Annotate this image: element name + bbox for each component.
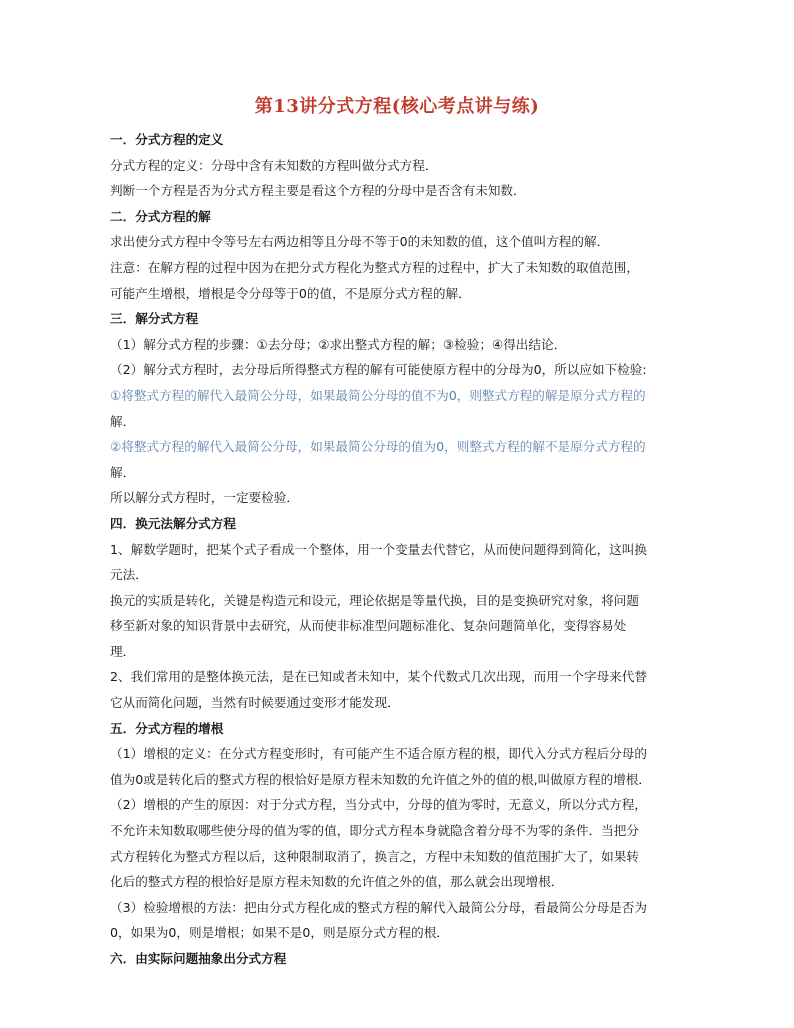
- section-heading: 六．由实际问题抽象出分式方程: [110, 951, 287, 966]
- section-heading: 一．分式方程的定义: [110, 132, 224, 147]
- text-line: 移至新对象的知识背景中去研究，从而使非标准型问题标准化、复杂问题简单化，变得容易处: [110, 618, 627, 634]
- text-line: 换元的实质是转化，关键是构造元和设元，理论依据是等量代换，目的是变换研究对象，将问题: [110, 592, 639, 608]
- document-body: [110, 127, 695, 972]
- section-heading: 二．分式方程的解: [110, 208, 211, 224]
- text-line: ①将整式方程的解代入最简公分母，如果最简公分母的值不为0，则整式方程的解是原分式方程的: [110, 387, 646, 403]
- text-line: 它从而简化问题，当然有时候要通过变形才能发现．: [110, 695, 400, 711]
- text-line: （2）增根的产生的原因：对于分式方程，当分式中，分母的值为零时，无意义，所以分式方程，: [110, 797, 647, 813]
- text-line: 可能产生增根，增根是令分母等于0的值，不是原分式方程的解．: [110, 285, 471, 301]
- text-line: 求出使分式方程中令等号左右两边相等且分母不等于0的未知数的值，这个值叫方程的解．: [110, 234, 610, 250]
- text-line: 式方程转化为整式方程以后，这种限制取消了，换言之，方程中未知数的值范围扩大了，如果转: [110, 848, 639, 864]
- text-line: 值为0或是转化后的整式方程的根恰好是原方程未知数的允许值之外的值的根,叫做原方程的增根．: [110, 771, 651, 787]
- text-line: （2）解分式方程时，去分母后所得整式方程的解有可能使原方程中的分母为0，所以应如下检验:: [110, 362, 647, 378]
- text-line: 2、我们常用的是整体换元法，是在已知或者未知中，某个代数式几次出现，而用一个字母来代替: [110, 669, 647, 685]
- text-line: 1、解数学题时，把某个式子看成一个整体，用一个变量去代替它，从而使问题得到简化，这叫换: [110, 541, 647, 557]
- text-line: 注意：在解方程的过程中因为在把分式方程化为整式方程的过程中，扩大了未知数的取值范围，: [110, 259, 639, 275]
- text-line: ②将整式方程的解代入最简公分母，如果最简公分母的值为0，则整式方程的解不是原分式方程的: [110, 439, 646, 455]
- page-title: 第13讲分式方程(核心考点讲与练): [254, 96, 540, 117]
- text-line: 解．: [110, 413, 136, 429]
- section-heading: 五．分式方程的增根: [110, 720, 224, 736]
- text-line: （3）检验增根的方法：把由分式方程化成的整式方程的解代入最简公分母，看最简公分母是否为: [110, 899, 647, 915]
- text-line: 化后的整式方程的根恰好是原方程未知数的允许值之外的值，那么就会出现增根．: [110, 874, 564, 890]
- text-line: 理．: [110, 643, 136, 659]
- section-heading: 四．换元法解分式方程: [110, 515, 236, 531]
- text-line: 判断一个方程是否为分式方程主要是看这个方程的分母中是否含有未知数．: [110, 183, 526, 199]
- text-line: 元法．: [110, 567, 148, 583]
- section-heading: 三．解分式方程: [110, 311, 199, 327]
- text-line: （1）增根的定义：在分式方程变形时，有可能产生不适合原方程的根，即代入分式方程后分母的: [110, 746, 647, 762]
- text-line: 分式方程的定义：分母中含有未知数的方程叫做分式方程．: [110, 157, 438, 173]
- text-line: （1）解分式方程的步骤：①去分母；②求出整式方程的解；③检验；④得出结论．: [110, 336, 567, 352]
- text-line: 解．: [110, 464, 136, 480]
- text-line: 不允许未知数取哪些使分母的值为零的值，即分式方程本身就隐含着分母不为零的条件．当把分: [110, 823, 639, 839]
- text-line: 0，如果为0，则是增根；如果不是0，则是原分式方程的根．: [110, 925, 449, 941]
- text-line: 所以解分式方程时，一定要检验．: [110, 490, 299, 506]
